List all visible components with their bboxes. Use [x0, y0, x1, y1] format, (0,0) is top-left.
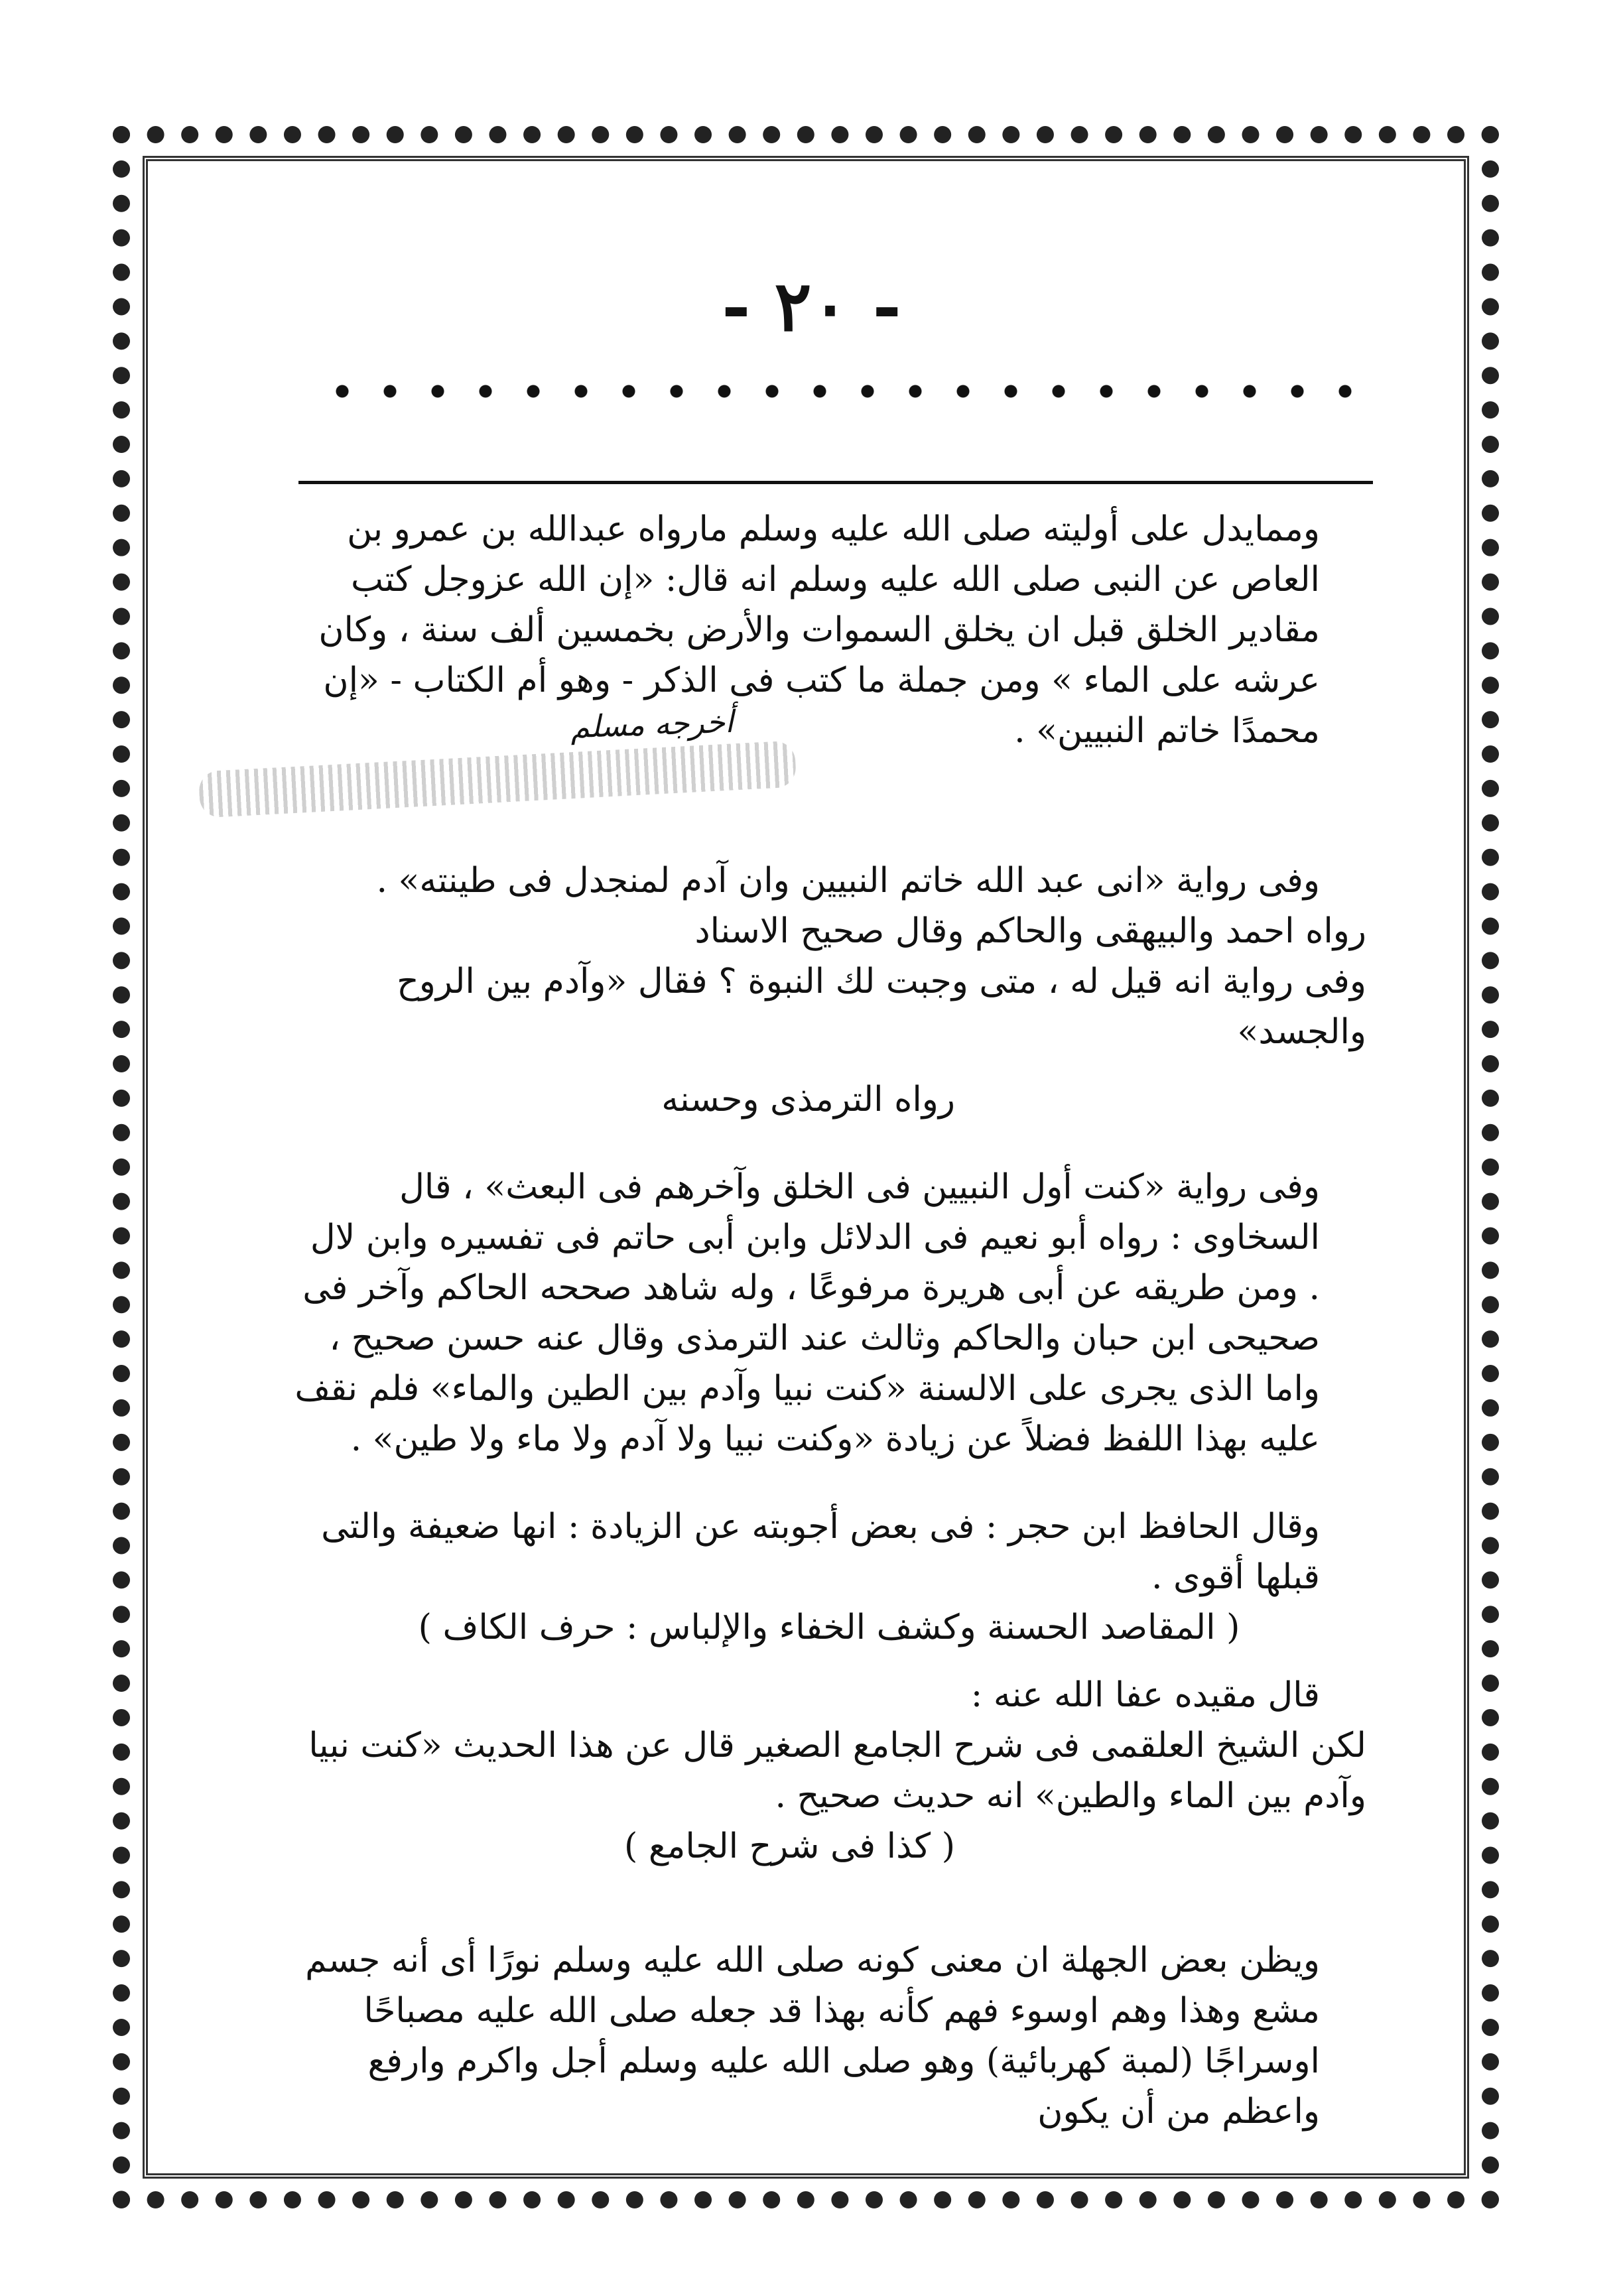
paragraph-5-source: ( المقاصد الحسنة وكشف الخفاء والإلباس : حرف الكاف )	[418, 1608, 1240, 1647]
paragraph-2: وفى رواية «انى عبد الله خاتم النبيين وان آدم لمنجدل فى طينته» .	[376, 861, 1320, 901]
paragraph-6-source: ( كذا فى شرح الجامع )	[624, 1826, 955, 1866]
paragraph-4: وفى رواية «كنت أول النبيين فى الخلق وآخرهم فى البعث» ، قال السخاوى : رواه أبو نعيم فى الدلائل وابن أبى حاتم فى تفسيره وابن لال . ومن طريقه عن أبى هريرة مرفوعًا ، وله شاهد صححه الحاكم وآخر فى صحيحى ابن حبان والحاكم وثالث عند الترمذى وقال عنه حسن صحيح ، واما الذى يجرى على الالسنة «كنت نبيا وآدم بين الطين والماء» فلم نقف عليه بهذا اللفظ فضلاً عن زيادة «وكنت نبيا ولا آدم ولا ماء ولا طين» .	[294, 1167, 1320, 1459]
paragraph-6: لكن الشيخ العلقمى فى شرح الجامع الصغير قال عن هذا الحديث «كنت نبيا وآدم بين الماء والطين» انه حديث صحيح .	[308, 1726, 1366, 1816]
paragraph-3-source: رواه الترمذى وحسنه	[661, 1080, 955, 1119]
paragraph-3: وفى رواية انه قيل له ، متى وجبت لك النبوة ؟ فقال «وآدم بين الروح والجسد»	[397, 962, 1366, 1052]
page-body	[292, 504, 1366, 2137]
dotted-separator	[318, 381, 1353, 401]
horizontal-rule	[298, 481, 1373, 484]
handwritten-note: أخرجه مسلم	[570, 703, 734, 745]
page-number: - ٢٠ -	[722, 265, 901, 347]
paragraph-1: وممايدل على أوليته صلى الله عليه وسلم مارواه عبدالله بن عمرو بن العاص عن النبى صلى الله عليه وسلم انه قال: «إن الله عزوجل كتب مقادير الخلق قبل ان يخلق السموات والأرض بخمسين ألف سنة ، وكان عرشه على الماء » ومن جملة ما كتب فى الذكر - وهو أم الكتاب - «إن محمدًا خاتم النبيين» .	[318, 509, 1320, 751]
paragraph-2-source: رواه احمد والبيهقى والحاكم وقال صحيح الاسناد	[694, 911, 1366, 951]
paragraph-5: وقال الحافظ ابن حجر : فى بعض أجوبته عن الزيادة : انها ضعيفة والتى قبلها أقوى .	[321, 1507, 1320, 1597]
paragraph-6-heading: قال مقيده عفا الله عنه :	[970, 1675, 1320, 1715]
paragraph-7: ويظن بعض الجهلة ان معنى كونه صلى الله عليه وسلم نورًا أى أنه جسم مشع وهذا وهم اوسوء فهم كأنه بهذا قد جعله صلى الله عليه مصباحًا اوسراجًا (لمبة كهربائية) وهو صلى الله عليه وسلم أجل واكرم وارفع واعظم من أن يكون	[305, 1941, 1320, 2132]
